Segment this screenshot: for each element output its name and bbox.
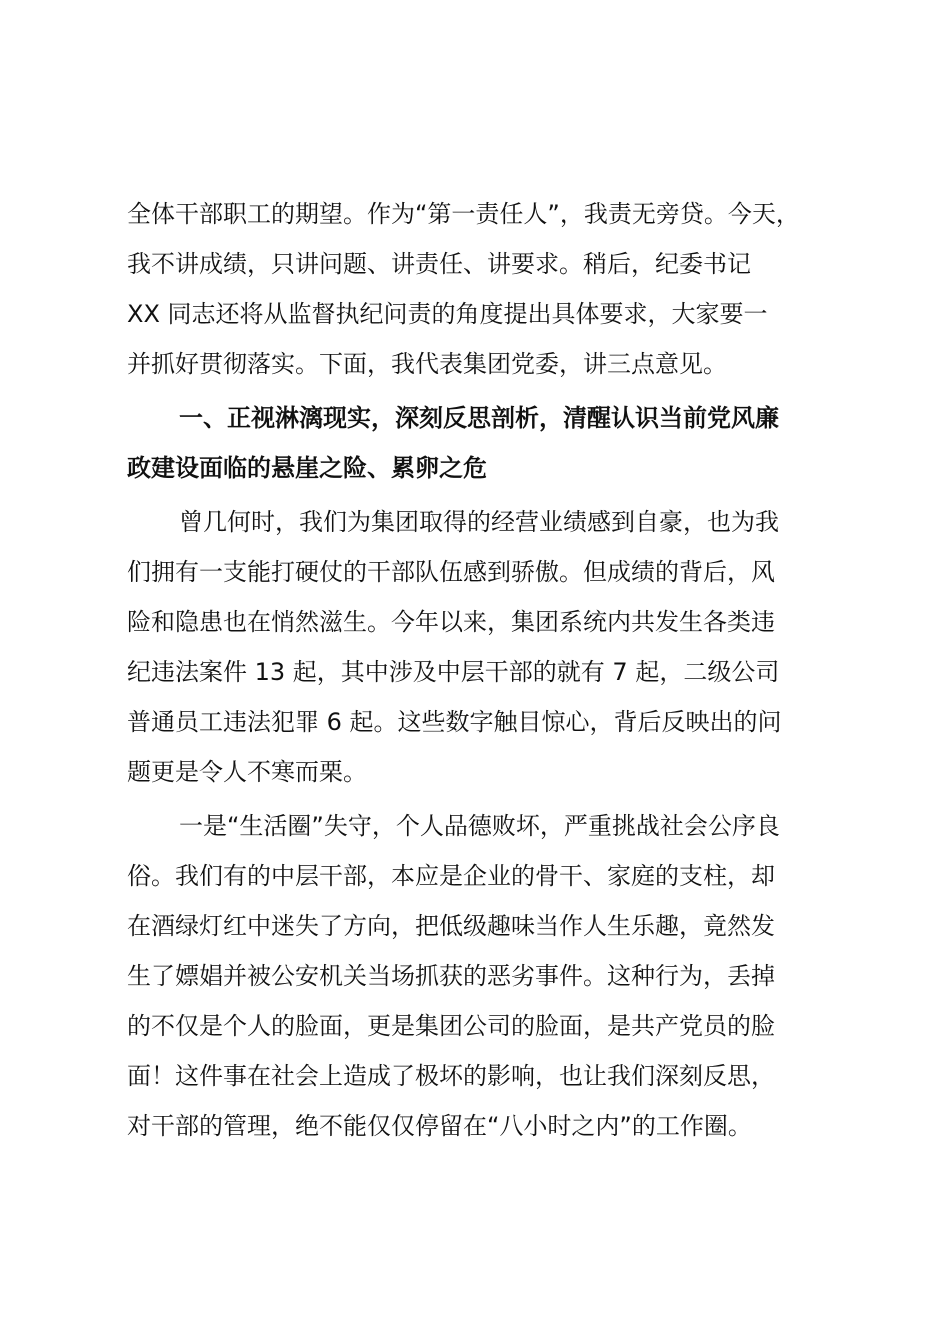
heading-line: 政建设面临的悬崖之险、累卵之危: [127, 454, 487, 482]
document-body: [127, 189, 823, 1155]
paragraph-background: [127, 497, 823, 797]
text-line: 在酒绿灯红中迷失了方向，把低级趣味当作人生乐趣，竟然发: [127, 912, 775, 940]
paragraph-point-one: [127, 801, 823, 1151]
text-line: 险和隐患也在悄然滋生。今年以来，集团系统内共发生各类违: [127, 608, 775, 636]
text-line: 的不仅是个人的脸面，更是集团公司的脸面，是共产党员的脸: [127, 1012, 775, 1040]
text-line: 们拥有一支能打硬仗的干部队伍感到骄傲。但成绩的背后，风: [127, 558, 775, 586]
section-heading: [127, 393, 823, 493]
text-line: 题更是令人不寒而栗。: [127, 758, 367, 786]
text-line: 生了嫖娼并被公安机关当场抓获的恶劣事件。这种行为，丢掉: [127, 962, 775, 990]
paragraph-intro: [127, 189, 823, 389]
text-line: 我不讲成绩，只讲问题、讲责任、讲要求。稍后，纪委书记: [127, 250, 751, 278]
text-line: 并抓好贯彻落实。下面，我代表集团党委，讲三点意见。: [127, 350, 727, 378]
text-line: XX 同志还将从监督执纪问责的角度提出具体要求，大家要一: [127, 300, 768, 328]
text-line: 面！这件事在社会上造成了极坏的影响，也让我们深刻反思，: [127, 1062, 775, 1090]
text-line: 纪违法案件 13 起，其中涉及中层干部的就有 7 起，二级公司: [127, 658, 780, 686]
text-line: 一是“生活圈”失守，个人品德败坏，严重挑战社会公序良: [179, 812, 780, 840]
text-line: 对干部的管理，绝不能仅仅停留在“八小时之内”的工作圈。: [127, 1112, 752, 1140]
text-line: 俗。我们有的中层干部，本应是企业的骨干、家庭的支柱，却: [127, 862, 775, 890]
heading-line: 一、正视淋漓现实，深刻反思剖析，清醒认识当前党风廉: [179, 404, 779, 432]
text-line: 普通员工违法犯罪 6 起。这些数字触目惊心，背后反映出的问: [127, 708, 782, 736]
text-line: 曾几何时，我们为集团取得的经营业绩感到自豪，也为我: [179, 508, 779, 536]
text-line: 全体干部职工的期望。作为“第一责任人”，我责无旁贷。今天，: [127, 200, 800, 228]
